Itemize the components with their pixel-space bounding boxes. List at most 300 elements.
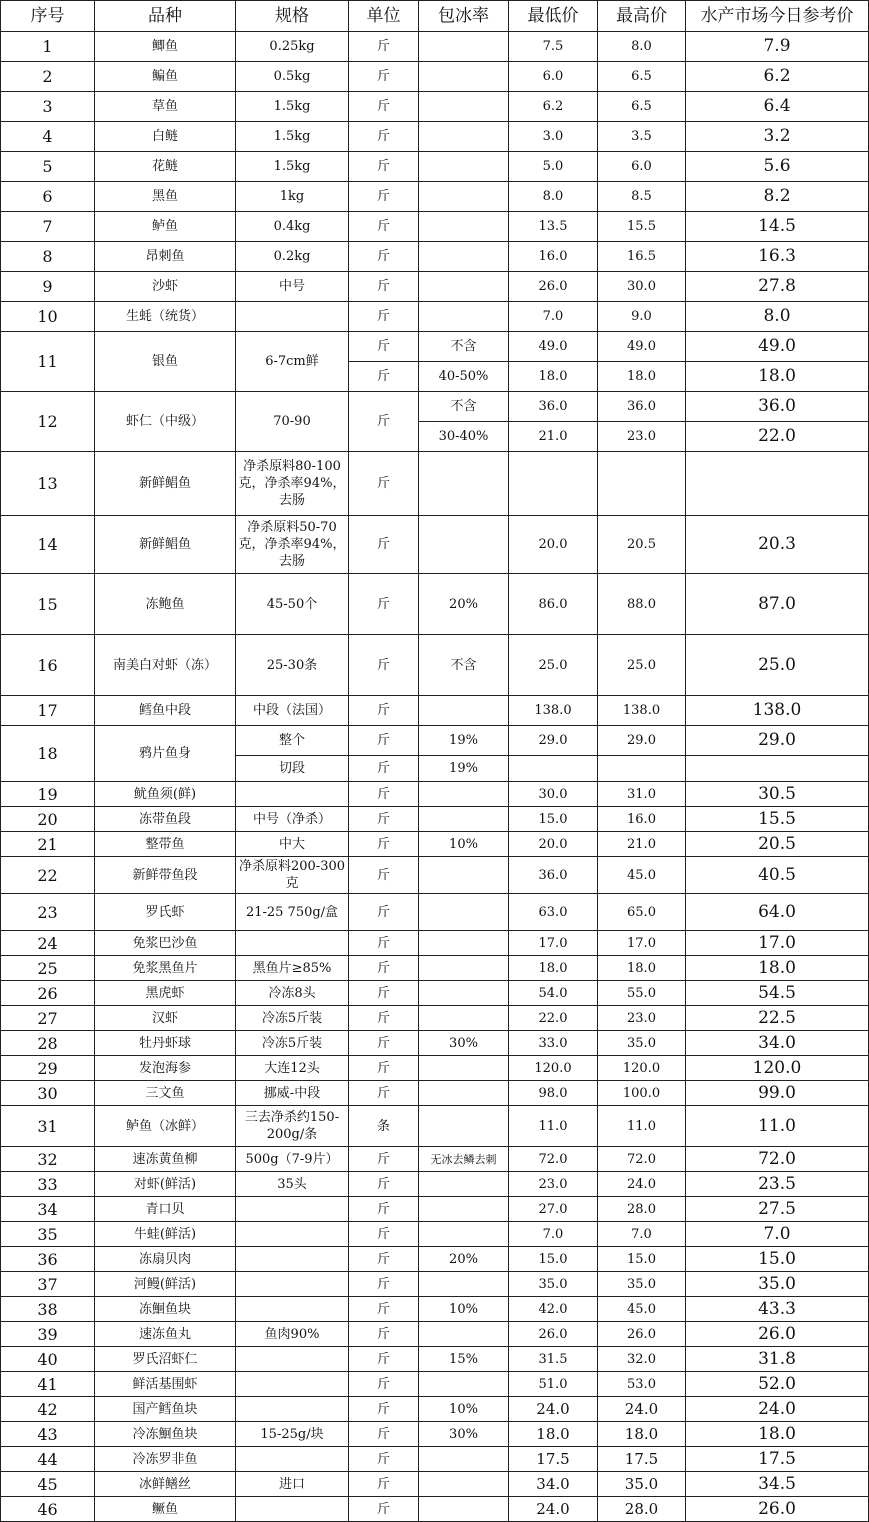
seq-cell: 43 <box>1 1422 95 1447</box>
table-row <box>1 1081 869 1106</box>
high-cell: 24.0 <box>598 1397 686 1422</box>
seq-cell: 6 <box>1 182 95 212</box>
ice-cell: 19% <box>419 726 509 756</box>
high-cell: 6.5 <box>598 92 686 122</box>
seq-cell: 29 <box>1 1056 95 1081</box>
name-cell: 牡丹虾球 <box>95 1031 236 1056</box>
low-cell: 98.0 <box>509 1081 598 1106</box>
name-cell: 罗氏沼虾仁 <box>95 1347 236 1372</box>
ice-cell: 不含 <box>419 392 509 422</box>
high-cell: 25.0 <box>598 635 686 696</box>
high-cell: 35.0 <box>598 1272 686 1297</box>
low-cell: 49.0 <box>509 332 598 362</box>
ice-cell <box>419 981 509 1006</box>
high-cell: 8.0 <box>598 32 686 62</box>
low-cell: 15.0 <box>509 807 598 832</box>
high-cell: 36.0 <box>598 392 686 422</box>
low-cell: 17.0 <box>509 931 598 956</box>
ref-cell: 17.0 <box>686 931 869 956</box>
header-ref: 水产市场今日参考价 <box>686 1 869 32</box>
ice-cell <box>419 1472 509 1497</box>
table-row <box>1 1056 869 1081</box>
ice-cell <box>419 1372 509 1397</box>
high-cell: 18.0 <box>598 1422 686 1447</box>
ref-cell: 138.0 <box>686 696 869 726</box>
low-cell <box>509 452 598 516</box>
seq-cell: 27 <box>1 1006 95 1031</box>
spec-cell: 切段 <box>236 756 349 782</box>
table-row <box>1 1497 869 1522</box>
spec-cell <box>236 1497 349 1522</box>
low-cell: 22.0 <box>509 1006 598 1031</box>
unit-cell: 斤 <box>349 1147 419 1172</box>
ice-cell <box>419 302 509 332</box>
unit-cell: 条 <box>349 1106 419 1147</box>
ref-cell: 8.2 <box>686 182 869 212</box>
name-cell: 草鱼 <box>95 92 236 122</box>
unit-cell: 斤 <box>349 894 419 931</box>
name-cell: 花鲢 <box>95 152 236 182</box>
high-cell: 24.0 <box>598 1172 686 1197</box>
high-cell: 23.0 <box>598 1006 686 1031</box>
high-cell: 15.0 <box>598 1247 686 1272</box>
seq-cell: 10 <box>1 302 95 332</box>
seq-cell: 30 <box>1 1081 95 1106</box>
table-row <box>1 152 869 182</box>
table-row <box>1 1322 869 1347</box>
ice-cell <box>419 1172 509 1197</box>
ref-cell: 26.0 <box>686 1322 869 1347</box>
ref-cell: 15.5 <box>686 807 869 832</box>
seq-cell: 40 <box>1 1347 95 1372</box>
table-row <box>1 182 869 212</box>
name-cell: 国产鳕鱼块 <box>95 1397 236 1422</box>
unit-cell: 斤 <box>349 1447 419 1472</box>
spec-cell: 中号 <box>236 272 349 302</box>
ice-cell <box>419 122 509 152</box>
ice-cell <box>419 242 509 272</box>
ice-cell: 30% <box>419 1031 509 1056</box>
name-cell: 速冻鱼丸 <box>95 1322 236 1347</box>
header-unit: 单位 <box>349 1 419 32</box>
ref-cell: 16.3 <box>686 242 869 272</box>
low-cell: 5.0 <box>509 152 598 182</box>
high-cell: 26.0 <box>598 1322 686 1347</box>
unit-cell: 斤 <box>349 122 419 152</box>
spec-cell: 0.5kg <box>236 62 349 92</box>
low-cell: 27.0 <box>509 1197 598 1222</box>
high-cell: 88.0 <box>598 574 686 635</box>
low-cell: 15.0 <box>509 1247 598 1272</box>
low-cell: 3.0 <box>509 122 598 152</box>
seq-cell: 31 <box>1 1106 95 1147</box>
low-cell: 7.0 <box>509 302 598 332</box>
high-cell: 17.5 <box>598 1447 686 1472</box>
ref-cell: 31.8 <box>686 1347 869 1372</box>
name-cell: 对虾(鲜活) <box>95 1172 236 1197</box>
ref-cell: 36.0 <box>686 392 869 422</box>
ref-cell: 43.3 <box>686 1297 869 1322</box>
spec-cell <box>236 1297 349 1322</box>
seq-cell: 19 <box>1 782 95 807</box>
unit-cell: 斤 <box>349 242 419 272</box>
ice-cell <box>419 92 509 122</box>
table-row <box>1 857 869 894</box>
spec-cell <box>236 1447 349 1472</box>
table-row <box>1 32 869 62</box>
ref-cell <box>686 756 869 782</box>
spec-cell: 45-50个 <box>236 574 349 635</box>
spec-cell: 冷冻5斤装 <box>236 1006 349 1031</box>
name-cell: 发泡海参 <box>95 1056 236 1081</box>
low-cell: 6.0 <box>509 62 598 92</box>
seq-cell: 9 <box>1 272 95 302</box>
name-cell: 新鲜鲳鱼 <box>95 452 236 516</box>
low-cell: 13.5 <box>509 212 598 242</box>
unit-cell: 斤 <box>349 574 419 635</box>
high-cell: 45.0 <box>598 1297 686 1322</box>
ice-cell <box>419 1497 509 1522</box>
name-cell: 冻鮰鱼块 <box>95 1297 236 1322</box>
seq-cell: 17 <box>1 696 95 726</box>
unit-cell: 斤 <box>349 1247 419 1272</box>
seq-cell: 8 <box>1 242 95 272</box>
ice-cell <box>419 931 509 956</box>
ice-cell <box>419 894 509 931</box>
seq-cell: 22 <box>1 857 95 894</box>
table-row <box>1 696 869 726</box>
name-cell: 黑鱼 <box>95 182 236 212</box>
low-cell: 26.0 <box>509 272 598 302</box>
name-cell: 鳕鱼中段 <box>95 696 236 726</box>
ref-cell: 29.0 <box>686 726 869 756</box>
ice-cell <box>419 1006 509 1031</box>
low-cell: 54.0 <box>509 981 598 1006</box>
table-row <box>1 1106 869 1147</box>
unit-cell: 斤 <box>349 696 419 726</box>
high-cell: 6.5 <box>598 62 686 92</box>
ref-cell: 22.0 <box>686 422 869 452</box>
high-cell: 30.0 <box>598 272 686 302</box>
ice-cell: 不含 <box>419 332 509 362</box>
ice-cell: 30-40% <box>419 422 509 452</box>
ref-cell: 22.5 <box>686 1006 869 1031</box>
low-cell: 18.0 <box>509 1422 598 1447</box>
seq-cell: 18 <box>1 726 95 782</box>
ref-cell: 3.2 <box>686 122 869 152</box>
low-cell: 26.0 <box>509 1322 598 1347</box>
spec-cell: 鱼肉90% <box>236 1322 349 1347</box>
unit-cell: 斤 <box>349 635 419 696</box>
ice-cell: 无冰去鳞去刺 <box>419 1147 509 1172</box>
ref-cell: 20.3 <box>686 516 869 574</box>
high-cell: 28.0 <box>598 1497 686 1522</box>
seq-cell: 21 <box>1 832 95 857</box>
table-row <box>1 894 869 931</box>
high-cell: 31.0 <box>598 782 686 807</box>
ref-cell: 17.5 <box>686 1447 869 1472</box>
name-cell: 鲫鱼 <box>95 32 236 62</box>
header-ice: 包冰率 <box>419 1 509 32</box>
ref-cell: 24.0 <box>686 1397 869 1422</box>
spec-cell: 25-30条 <box>236 635 349 696</box>
table-row <box>1 242 869 272</box>
ref-cell: 11.0 <box>686 1106 869 1147</box>
header-spec: 规格 <box>236 1 349 32</box>
ice-cell <box>419 1056 509 1081</box>
name-cell: 免浆黑鱼片 <box>95 956 236 981</box>
ref-cell: 72.0 <box>686 1147 869 1172</box>
name-cell: 鳊鱼 <box>95 62 236 92</box>
low-cell: 31.5 <box>509 1347 598 1372</box>
low-cell: 16.0 <box>509 242 598 272</box>
high-cell: 17.0 <box>598 931 686 956</box>
ice-cell: 30% <box>419 1422 509 1447</box>
table-row <box>1 516 869 574</box>
ice-cell: 15% <box>419 1347 509 1372</box>
unit-cell: 斤 <box>349 212 419 242</box>
spec-cell <box>236 1397 349 1422</box>
ice-cell <box>419 1447 509 1472</box>
spec-cell: 冷冻8头 <box>236 981 349 1006</box>
table-row <box>1 1472 869 1497</box>
spec-cell: 0.4kg <box>236 212 349 242</box>
name-cell: 牛蛙(鲜活) <box>95 1222 236 1247</box>
high-cell: 120.0 <box>598 1056 686 1081</box>
seq-cell: 20 <box>1 807 95 832</box>
table-row <box>1 1197 869 1222</box>
table-row <box>1 726 869 756</box>
high-cell: 11.0 <box>598 1106 686 1147</box>
spec-cell: 1kg <box>236 182 349 212</box>
high-cell: 32.0 <box>598 1347 686 1372</box>
ref-cell: 120.0 <box>686 1056 869 1081</box>
unit-cell: 斤 <box>349 392 419 452</box>
ice-cell <box>419 182 509 212</box>
spec-cell <box>236 782 349 807</box>
ice-cell: 20% <box>419 574 509 635</box>
low-cell: 7.5 <box>509 32 598 62</box>
spec-cell <box>236 1222 349 1247</box>
ref-cell: 5.6 <box>686 152 869 182</box>
seq-cell: 14 <box>1 516 95 574</box>
unit-cell: 斤 <box>349 931 419 956</box>
ref-cell: 99.0 <box>686 1081 869 1106</box>
seq-cell: 28 <box>1 1031 95 1056</box>
unit-cell: 斤 <box>349 1397 419 1422</box>
unit-cell: 斤 <box>349 1297 419 1322</box>
unit-cell: 斤 <box>349 1497 419 1522</box>
spec-cell: 冷冻5斤装 <box>236 1031 349 1056</box>
low-cell: 18.0 <box>509 956 598 981</box>
spec-cell: 中段（法国） <box>236 696 349 726</box>
low-cell: 7.0 <box>509 1222 598 1247</box>
seq-cell: 38 <box>1 1297 95 1322</box>
ice-cell <box>419 272 509 302</box>
seq-cell: 3 <box>1 92 95 122</box>
unit-cell: 斤 <box>349 726 419 756</box>
high-cell: 49.0 <box>598 332 686 362</box>
unit-cell: 斤 <box>349 1222 419 1247</box>
table-row <box>1 212 869 242</box>
table-row <box>1 1147 869 1172</box>
header-name: 品种 <box>95 1 236 32</box>
seq-cell: 24 <box>1 931 95 956</box>
high-cell <box>598 452 686 516</box>
low-cell: 120.0 <box>509 1056 598 1081</box>
ref-cell: 35.0 <box>686 1272 869 1297</box>
table-row <box>1 122 869 152</box>
high-cell: 9.0 <box>598 302 686 332</box>
ice-cell <box>419 1322 509 1347</box>
name-cell: 黑虎虾 <box>95 981 236 1006</box>
low-cell: 24.0 <box>509 1397 598 1422</box>
ice-cell <box>419 516 509 574</box>
ice-cell <box>419 32 509 62</box>
spec-cell <box>236 1247 349 1272</box>
high-cell: 16.5 <box>598 242 686 272</box>
name-cell: 白鲢 <box>95 122 236 152</box>
name-cell: 冻鲍鱼 <box>95 574 236 635</box>
table-row <box>1 92 869 122</box>
ice-cell: 20% <box>419 1247 509 1272</box>
name-cell: 三文鱼 <box>95 1081 236 1106</box>
ref-cell: 7.9 <box>686 32 869 62</box>
unit-cell: 斤 <box>349 152 419 182</box>
ref-cell: 6.2 <box>686 62 869 92</box>
ref-cell: 25.0 <box>686 635 869 696</box>
ice-cell: 不含 <box>419 635 509 696</box>
high-cell: 138.0 <box>598 696 686 726</box>
spec-cell: 净杀原料200-300克 <box>236 857 349 894</box>
spec-cell: 0.25kg <box>236 32 349 62</box>
spec-cell <box>236 1197 349 1222</box>
low-cell: 34.0 <box>509 1472 598 1497</box>
name-cell: 河鳗(鲜活) <box>95 1272 236 1297</box>
ref-cell: 18.0 <box>686 1422 869 1447</box>
table-row <box>1 272 869 302</box>
seq-cell: 25 <box>1 956 95 981</box>
low-cell: 42.0 <box>509 1297 598 1322</box>
high-cell: 55.0 <box>598 981 686 1006</box>
ref-cell: 18.0 <box>686 956 869 981</box>
name-cell: 生蚝（统货） <box>95 302 236 332</box>
ice-cell <box>419 1272 509 1297</box>
table-row <box>1 574 869 635</box>
seq-cell: 42 <box>1 1397 95 1422</box>
unit-cell: 斤 <box>349 516 419 574</box>
name-cell: 速冻黄鱼柳 <box>95 1147 236 1172</box>
ref-cell: 52.0 <box>686 1372 869 1397</box>
low-cell: 138.0 <box>509 696 598 726</box>
table-row <box>1 62 869 92</box>
table-row <box>1 635 869 696</box>
low-cell: 18.0 <box>509 362 598 392</box>
ice-cell <box>419 696 509 726</box>
table-row <box>1 1222 869 1247</box>
spec-cell: 35头 <box>236 1172 349 1197</box>
high-cell: 16.0 <box>598 807 686 832</box>
ref-cell: 87.0 <box>686 574 869 635</box>
name-cell: 冻扇贝肉 <box>95 1247 236 1272</box>
ice-cell: 10% <box>419 1297 509 1322</box>
ref-cell: 26.0 <box>686 1497 869 1522</box>
spec-cell: 三去净杀约150-200g/条 <box>236 1106 349 1147</box>
low-cell: 86.0 <box>509 574 598 635</box>
ref-cell: 34.0 <box>686 1031 869 1056</box>
seq-cell: 12 <box>1 392 95 452</box>
unit-cell: 斤 <box>349 1347 419 1372</box>
low-cell: 36.0 <box>509 392 598 422</box>
name-cell: 鸦片鱼身 <box>95 726 236 782</box>
header-seq: 序号 <box>1 1 95 32</box>
spec-cell: 500g（7-9片） <box>236 1147 349 1172</box>
unit-cell: 斤 <box>349 1372 419 1397</box>
header-row <box>1 1 869 32</box>
seq-cell: 33 <box>1 1172 95 1197</box>
ref-cell: 34.5 <box>686 1472 869 1497</box>
ref-cell: 8.0 <box>686 302 869 332</box>
unit-cell: 斤 <box>349 1056 419 1081</box>
table-row <box>1 1422 869 1447</box>
spec-cell <box>236 1347 349 1372</box>
ref-cell: 14.5 <box>686 212 869 242</box>
ice-cell <box>419 956 509 981</box>
spec-cell <box>236 931 349 956</box>
seq-cell: 13 <box>1 452 95 516</box>
high-cell: 15.5 <box>598 212 686 242</box>
ice-cell: 10% <box>419 832 509 857</box>
table-row <box>1 832 869 857</box>
low-cell: 30.0 <box>509 782 598 807</box>
name-cell: 青口贝 <box>95 1197 236 1222</box>
high-cell: 20.5 <box>598 516 686 574</box>
seq-cell: 39 <box>1 1322 95 1347</box>
name-cell: 冷冻鮰鱼块 <box>95 1422 236 1447</box>
low-cell: 20.0 <box>509 516 598 574</box>
high-cell: 3.5 <box>598 122 686 152</box>
spec-cell: 1.5kg <box>236 92 349 122</box>
unit-cell: 斤 <box>349 1422 419 1447</box>
name-cell: 鱿鱼须(鲜) <box>95 782 236 807</box>
ref-cell: 27.8 <box>686 272 869 302</box>
low-cell: 63.0 <box>509 894 598 931</box>
spec-cell: 净杀原料50-70克，净杀率94%，去肠 <box>236 516 349 574</box>
ref-cell: 54.5 <box>686 981 869 1006</box>
unit-cell: 斤 <box>349 756 419 782</box>
name-cell: 银鱼 <box>95 332 236 392</box>
unit-cell: 斤 <box>349 981 419 1006</box>
unit-cell: 斤 <box>349 182 419 212</box>
seq-cell: 7 <box>1 212 95 242</box>
high-cell: 65.0 <box>598 894 686 931</box>
high-cell: 6.0 <box>598 152 686 182</box>
ice-cell <box>419 1081 509 1106</box>
spec-cell: 0.2kg <box>236 242 349 272</box>
ice-cell <box>419 1106 509 1147</box>
seq-cell: 41 <box>1 1372 95 1397</box>
high-cell: 8.5 <box>598 182 686 212</box>
name-cell: 冷冻罗非鱼 <box>95 1447 236 1472</box>
low-cell: 24.0 <box>509 1497 598 1522</box>
table-row <box>1 1031 869 1056</box>
spec-cell <box>236 1372 349 1397</box>
high-cell: 21.0 <box>598 832 686 857</box>
seq-cell: 5 <box>1 152 95 182</box>
seq-cell: 36 <box>1 1247 95 1272</box>
unit-cell: 斤 <box>349 956 419 981</box>
ice-cell <box>419 452 509 516</box>
